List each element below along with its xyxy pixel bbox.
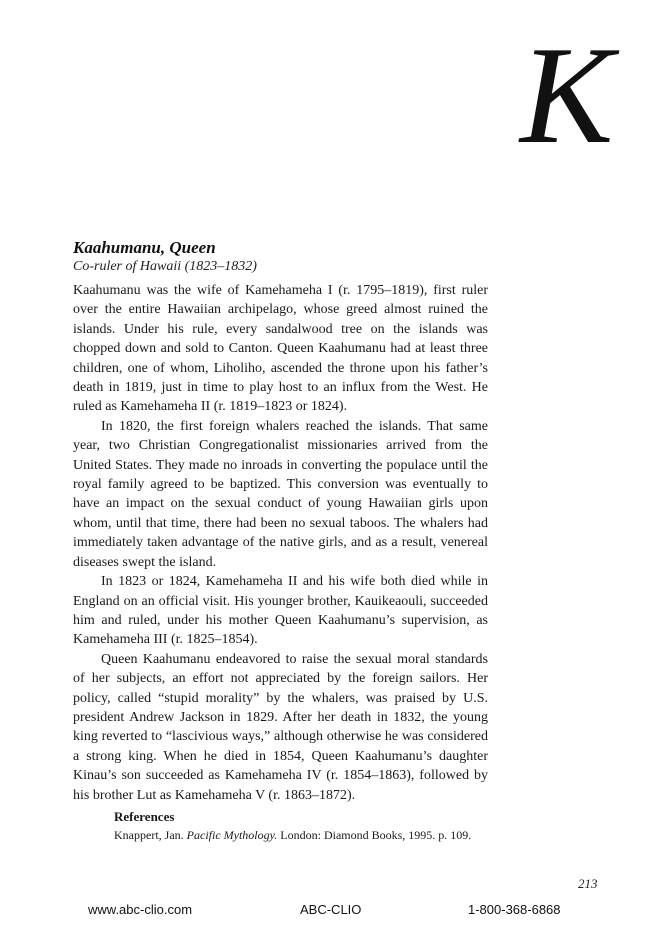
entry-subtitle: Co-ruler of Hawaii (1823–1832) bbox=[73, 259, 257, 274]
page-footer bbox=[0, 901, 650, 919]
references-heading: References bbox=[114, 809, 175, 824]
reference-author: Knappert, Jan. bbox=[114, 828, 187, 842]
footer-phone: 1-800-368-6868 bbox=[468, 902, 561, 917]
footer-publisher: ABC-CLIO bbox=[300, 902, 362, 917]
paragraph: In 1823 or 1824, Kamehameha II and his wife both died while in England on an official visit. His younger brother, Kauikeaouli, succeeded him and ruled, under his mother Queen Kaahumanu’s supervision, as Kamehameha III (r. 1825–1854). bbox=[73, 574, 488, 648]
paragraph: In 1820, the first foreign whalers reached the islands. That same year, two Christian Congregationalist missionaries arrived from the United States. They made no inroads in converting the populace until the royal family agreed to be baptized. This conversion was eventually to have an impact on the sexual conduct of young Hawaiian girls upon whom, until that time, there had been no sexual taboos. The whalers had immediately taken advantage of the native girls, and as a result, venereal diseases swept the island. bbox=[73, 418, 488, 570]
footer-website: www.abc-clio.com bbox=[88, 902, 193, 917]
chapter-letter: K bbox=[520, 18, 614, 173]
reference-publication: London: Diamond Books, 1995. p. 109. bbox=[277, 828, 472, 842]
paragraph: Queen Kaahumanu endeavored to raise the sexual moral standards of her subjects, an effort not appreciated by the foreign sailors. Her policy, called “stupid morality” by the whalers, was praised by U.S. president Andrew Jackson in 1829. After her death in 1832, the young king reverted to “lascivious ways,” although otherwise he was considered a strong king. When he died in 1854, Queen Kaahumanu’s daughter Kinau’s son succeeded as Kamehameha IV (r. 1854–1863), followed by his brother Lut as Kamehameha V (r. 1863–1872). bbox=[73, 651, 488, 803]
references-section bbox=[114, 808, 494, 844]
entry-title: Kaahumanu, Queen bbox=[73, 238, 216, 257]
page-number: 213 bbox=[578, 876, 598, 891]
reference-book-title: Pacific Mythology. bbox=[186, 828, 278, 842]
reference-citation bbox=[114, 826, 494, 844]
paragraph: Kaahumanu was the wife of Kamehameha I (r. 1795–1819), first ruler over the entire Hawaiian archipelago, whose greed almost ruined the islands. Under his rule, every sandalwood tree on the islands was chopped down and sold to Canton. Queen Kaahumanu had at least three children, one of whom, Liholiho, ascended the throne upon his father’s death in 1819, just in time to play host to an influx from the West. He ruled as Kamehameha II (r. 1819–1823 or 1824). bbox=[73, 283, 488, 415]
entry-body bbox=[73, 281, 488, 805]
